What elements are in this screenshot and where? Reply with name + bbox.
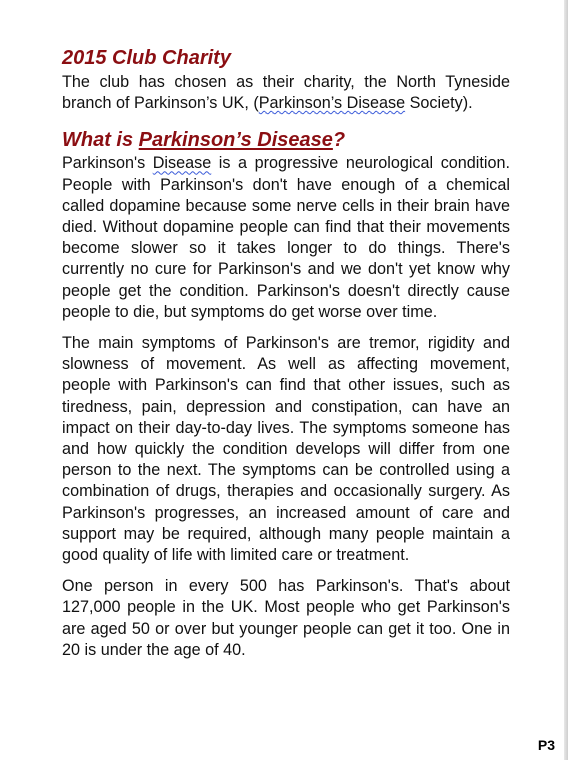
page-edge-shadow: [564, 0, 568, 760]
paragraph-symptoms: The main symptoms of Parkinson's are tremor, rigidity and slowness of movement. As well as affecting movement, people with Parkinson's can find that other issues, such as tiredness, pain, depression and constipation, can have an impact on their day-to-day lives. The symptoms someone has and how quickly the condition develops will differ from one person to the next. The symptoms can be controlled using a combination of drugs, therapies and occasionally surgery. As Parkinson's progresses, an increased amount of care and support may be required, although many people maintain a good quality of life with limited care or treatment.: [62, 334, 510, 565]
intro-underlined-phrase: Parkinson’s Disease: [258, 94, 406, 113]
paragraph-charity-intro: [62, 72, 510, 114]
intro-text-start: The club has chosen as their charity, the North Tyneside branch of Parkinson’s UK, (: [62, 73, 510, 113]
intro-text-end: Society).: [405, 94, 473, 113]
document-body: [62, 46, 510, 661]
heading-text-end: ?: [332, 129, 346, 152]
heading-underlined-phrase: Parkinson’s Disease: [138, 129, 333, 152]
p1-text-rest: is a progressive neurological condition. People with Parkinson's don't have enough of a chemical called dopamine because some nerve cells in their brain have died. Without dopamine people can find that their movements become slower so it takes longer to do things. There's currently no cure for Parkinson's and we don't yet know why people get the condition. Parkinson's doesn't directly cause people to die, but symptoms do get worse over time.: [62, 154, 510, 321]
paragraph-definition: [62, 153, 510, 323]
heading-text-start: What is: [62, 129, 139, 152]
p1-underlined-word: Disease: [152, 154, 212, 173]
heading-club-charity: 2015 Club Charity: [62, 47, 231, 69]
p1-text-start: Parkinson's: [62, 154, 153, 173]
heading-what-is-parkinsons: [62, 128, 510, 152]
page-number: P3: [537, 737, 555, 753]
paragraph-statistics: One person in every 500 has Parkinson's. That's about 127,000 people in the UK. Most people who get Parkinson's are aged 50 or over but younger people can get it too. One in 20 is under the age of 40.: [62, 577, 510, 659]
